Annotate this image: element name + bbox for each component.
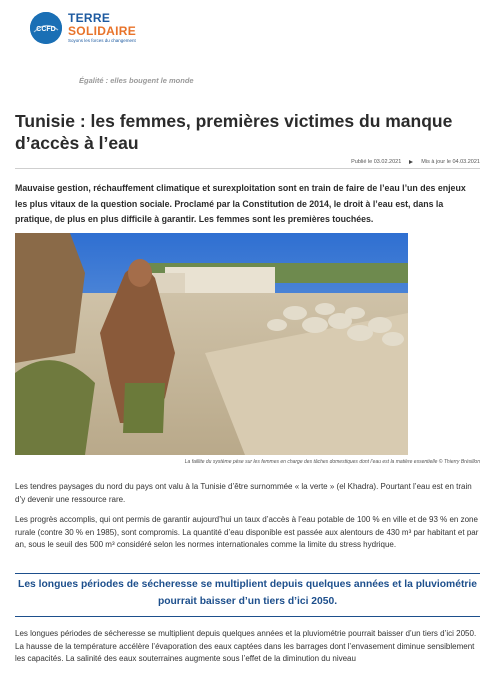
pull-quote-top-rule (15, 573, 480, 574)
updated-date: Mis à jour le 04.03.2021 (421, 159, 480, 165)
article-photo (15, 233, 408, 455)
published-date: Publié le 03.02.2021 (351, 159, 402, 165)
pull-quote-text: Les longues périodes de sécheresse se multiplient depuis quelques années et la pluviométrie pourrait baisser d’un tiers d’ici 2050. (18, 579, 477, 607)
publication-dates (351, 159, 480, 165)
pull-quote-bottom-rule (15, 616, 480, 617)
article-lede: Mauvaise gestion, réchauffement climatique et surexploitation sont en train de faire de l’eau l’un des enjeux les plus vitaux de la question sociale. Proclamé par la Constitution de 2014, le droit à l’eau est, dans la pratique, de plus en plus difficile à garantir. Les femmes sont les premières touchées. (15, 183, 466, 224)
breadcrumb[interactable]: Égalité : elles bougent le monde (79, 76, 194, 85)
logo-line1: TERRE (68, 11, 111, 26)
logo-badge-text: CCFD (36, 26, 56, 33)
site-logo[interactable] (30, 12, 136, 44)
pull-quote (15, 573, 480, 617)
article-paragraph-2: Les progrès accomplis, qui ont permis de garantir aujourd’hui un taux d’accès à l’eau potable de 100 % en ville et de 93 % en zone rurale (contre 30 % en 1985), sont compromis. La quantité d’eau disponible est passée aux alentours de 430 m³ par habitant et par an, sous le seuil des 500 m³ considéré selon les normes internationales comme la limite du stress hydrique. (15, 515, 479, 549)
logo-tagline: Soyons les forces du changement (68, 38, 136, 44)
article-paragraph-3: Les longues périodes de sécheresse se multiplient depuis quelques années et la pluviométrie pourrait baisser d’un tiers d’ici 2050. La hausse de la température accélère l’évaporation des eaux captées dans les barrages dont l’envasement diminue sensiblement les capacités. La salinité des eaux souterraines augmente sous l’effet de la diminution du niveau (15, 629, 477, 663)
page-title: Tunisie : les femmes, premières victimes du manque d’accès à l’eau (15, 111, 453, 153)
title-divider (15, 168, 480, 169)
logo-line2: SOLIDAIRE (68, 24, 137, 39)
logo-badge-icon (30, 12, 62, 44)
triangle-right-icon (409, 160, 413, 164)
photo-caption: La faillite du système pèse sur les femmes en charge des tâches domestiques dont l’eau est la matière essentielle © Thierry Brésillon (184, 459, 480, 465)
article-paragraph-1: Les tendres paysages du nord du pays ont valu à la Tunisie d’être surnommée « la verte » (el Khadra). Pourtant l’eau est en train d’y devenir une ressource rare. (15, 482, 472, 504)
